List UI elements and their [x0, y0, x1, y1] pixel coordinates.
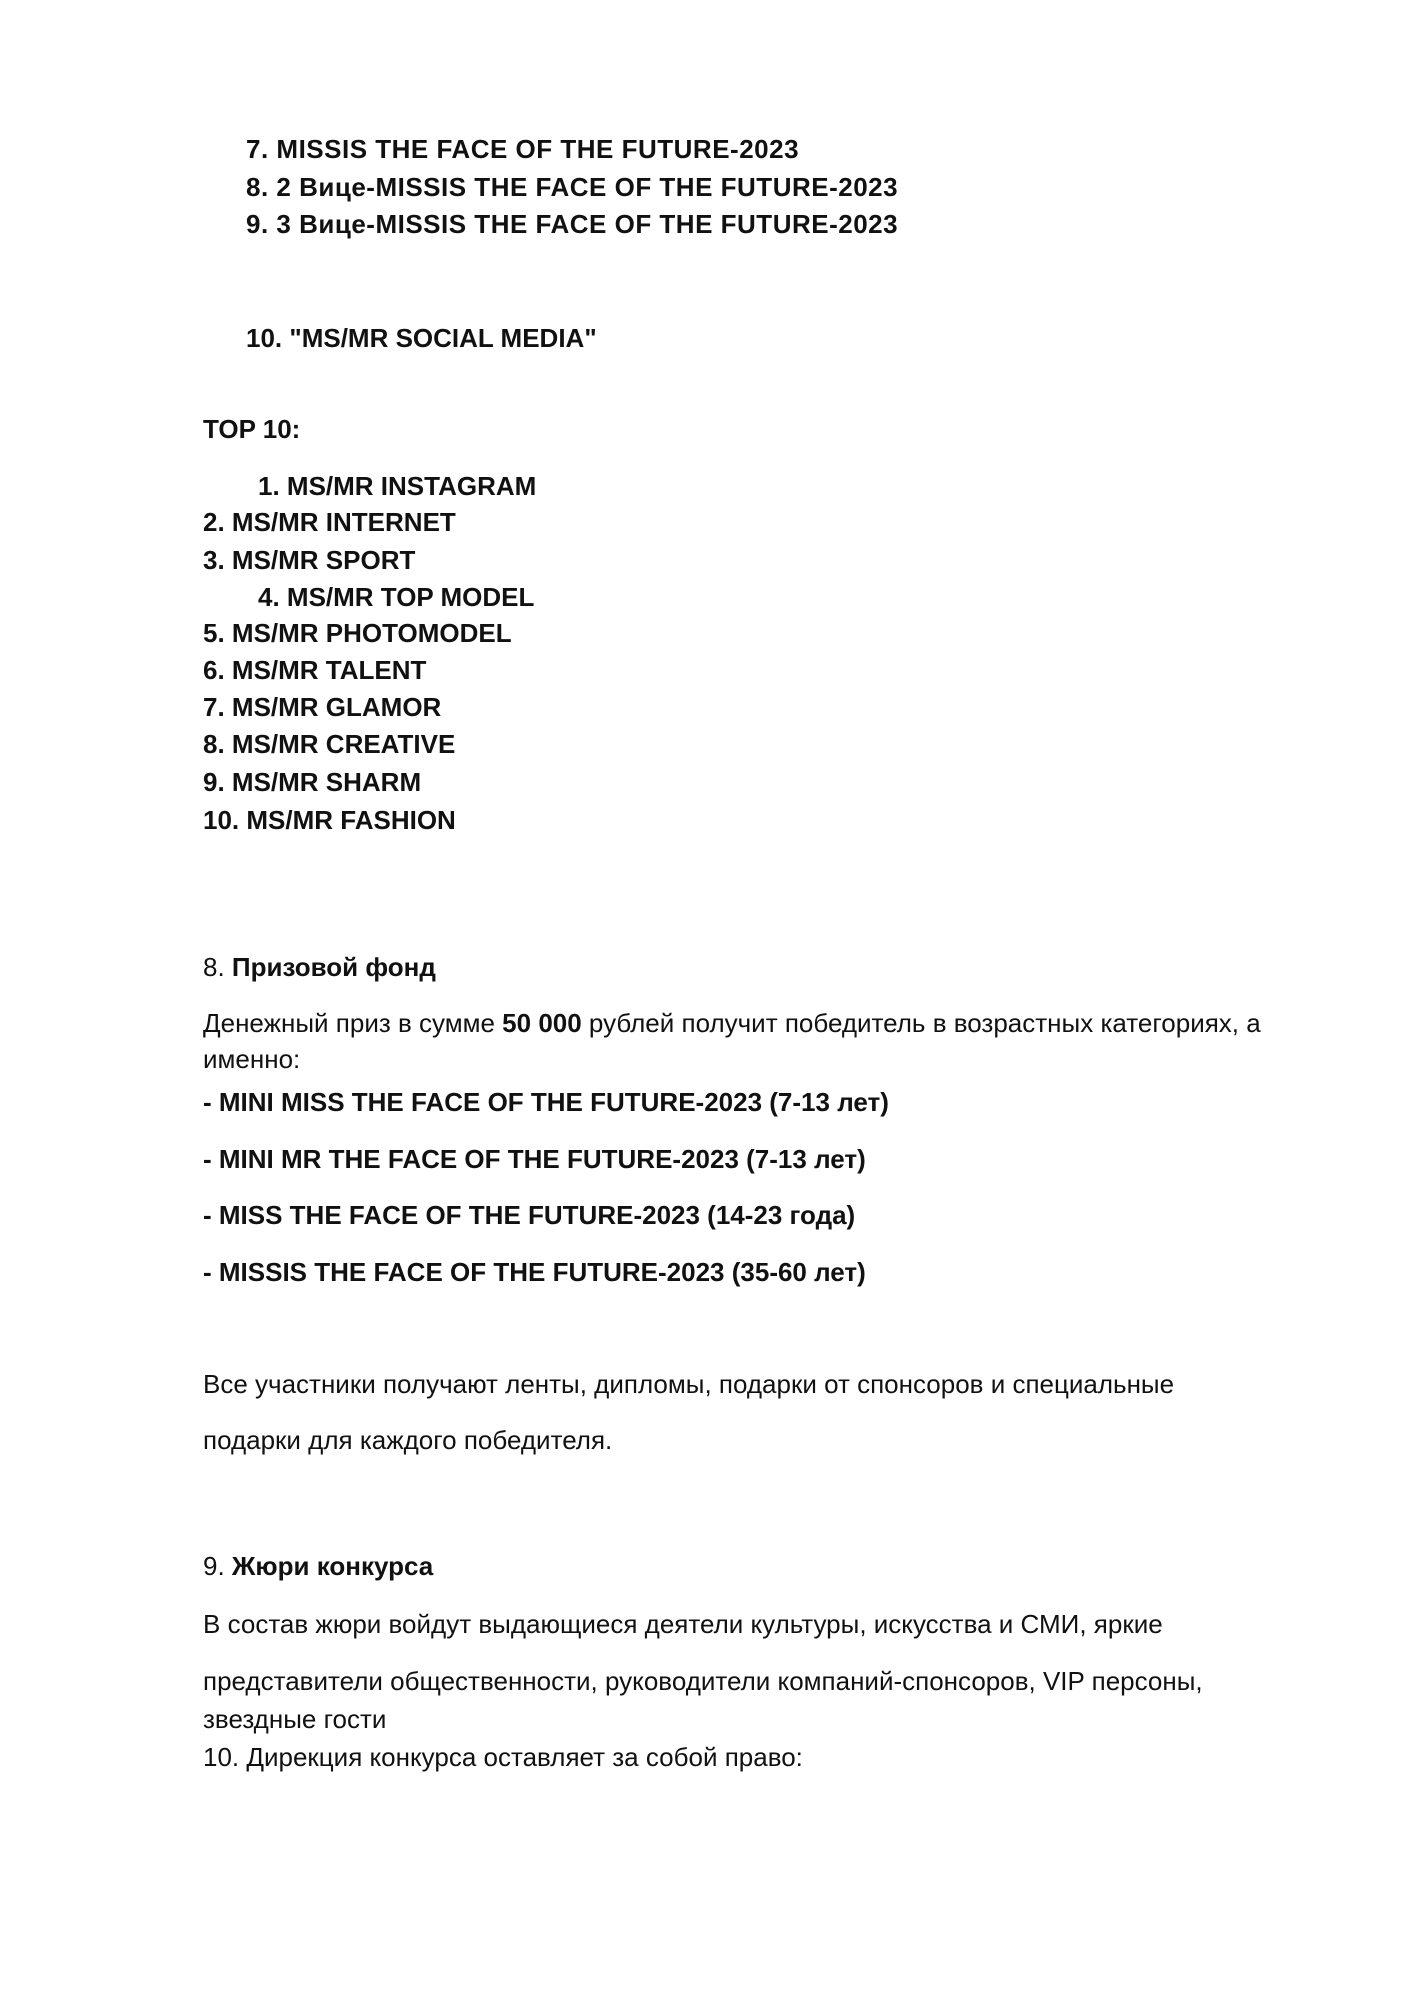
prize-intro-line2: именно:: [203, 1044, 301, 1074]
list-item-7: 7. MISSIS THE FACE OF THE FUTURE-2023: [246, 134, 800, 164]
jury-text-line1: В состав жюри войдут выдающиеся деятели культуры, искусства и СМИ, яркие: [203, 1609, 1163, 1639]
top10-item: 5. MS/MR PHOTOMODEL: [203, 618, 512, 648]
top10-item: 8. MS/MR CREATIVE: [203, 729, 456, 759]
section-number: 9.: [203, 1551, 225, 1581]
list-item-9: 9. 3 Вице-MISSIS THE FACE OF THE FUTURE-2023: [246, 209, 899, 239]
participants-text-line1: Все участники получают ленты, дипломы, подарки от спонсоров и специальные: [203, 1369, 1175, 1399]
top10-item: 4. MS/MR TOP MODEL: [258, 582, 535, 612]
top10-item: 9. MS/MR SHARM: [203, 767, 422, 797]
social-media-item: 10. "MS/MR SOCIAL MEDIA": [246, 323, 597, 353]
prize-section-heading: [203, 951, 436, 983]
prize-category: - MINI MISS THE FACE OF THE FUTURE-2023 (7-13 лет): [203, 1087, 889, 1117]
section-title: Призовой фонд: [231, 952, 436, 982]
section-title: Жюри конкурса: [231, 1551, 434, 1581]
top10-item: 6. MS/MR TALENT: [203, 655, 427, 685]
top10-item: 2. MS/MR INTERNET: [203, 507, 456, 537]
section-number: 8.: [203, 952, 225, 982]
participants-text-line2: подарки для каждого победителя.: [203, 1425, 613, 1455]
top10-item: 10. MS/MR FASHION: [203, 805, 456, 835]
prize-category: - MINI MR THE FACE OF THE FUTURE-2023 (7-13 лет): [203, 1144, 866, 1174]
top10-heading: TOP 10:: [203, 414, 301, 444]
prize-intro-start: Денежный приз в сумме: [203, 1008, 503, 1038]
prize-category: - MISSIS THE FACE OF THE FUTURE-2023 (35-60 лет): [203, 1257, 866, 1287]
top10-item: 3. MS/MR SPORT: [203, 545, 416, 575]
jury-text-line3: звездные гости: [203, 1704, 387, 1734]
top10-item: 7. MS/MR GLAMOR: [203, 692, 442, 722]
top10-item: 1. MS/MR INSTAGRAM: [258, 471, 537, 501]
prize-intro-end: рублей получит победитель в возрастных категориях, а: [581, 1008, 1261, 1038]
list-item-8: 8. 2 Вице-MISSIS THE FACE OF THE FUTURE-2023: [246, 172, 899, 202]
jury-text-line2: представители общественности, руководители компаний-спонсоров, VIP персоны,: [203, 1666, 1203, 1696]
prize-intro: [203, 1007, 1261, 1039]
jury-section-heading: [203, 1550, 433, 1582]
prize-category: - MISS THE FACE OF THE FUTURE-2023 (14-23 года): [203, 1200, 856, 1230]
prize-amount: 50 000: [502, 1008, 582, 1038]
direction-line: 10. Дирекция конкурса оставляет за собой право:: [203, 1742, 803, 1772]
